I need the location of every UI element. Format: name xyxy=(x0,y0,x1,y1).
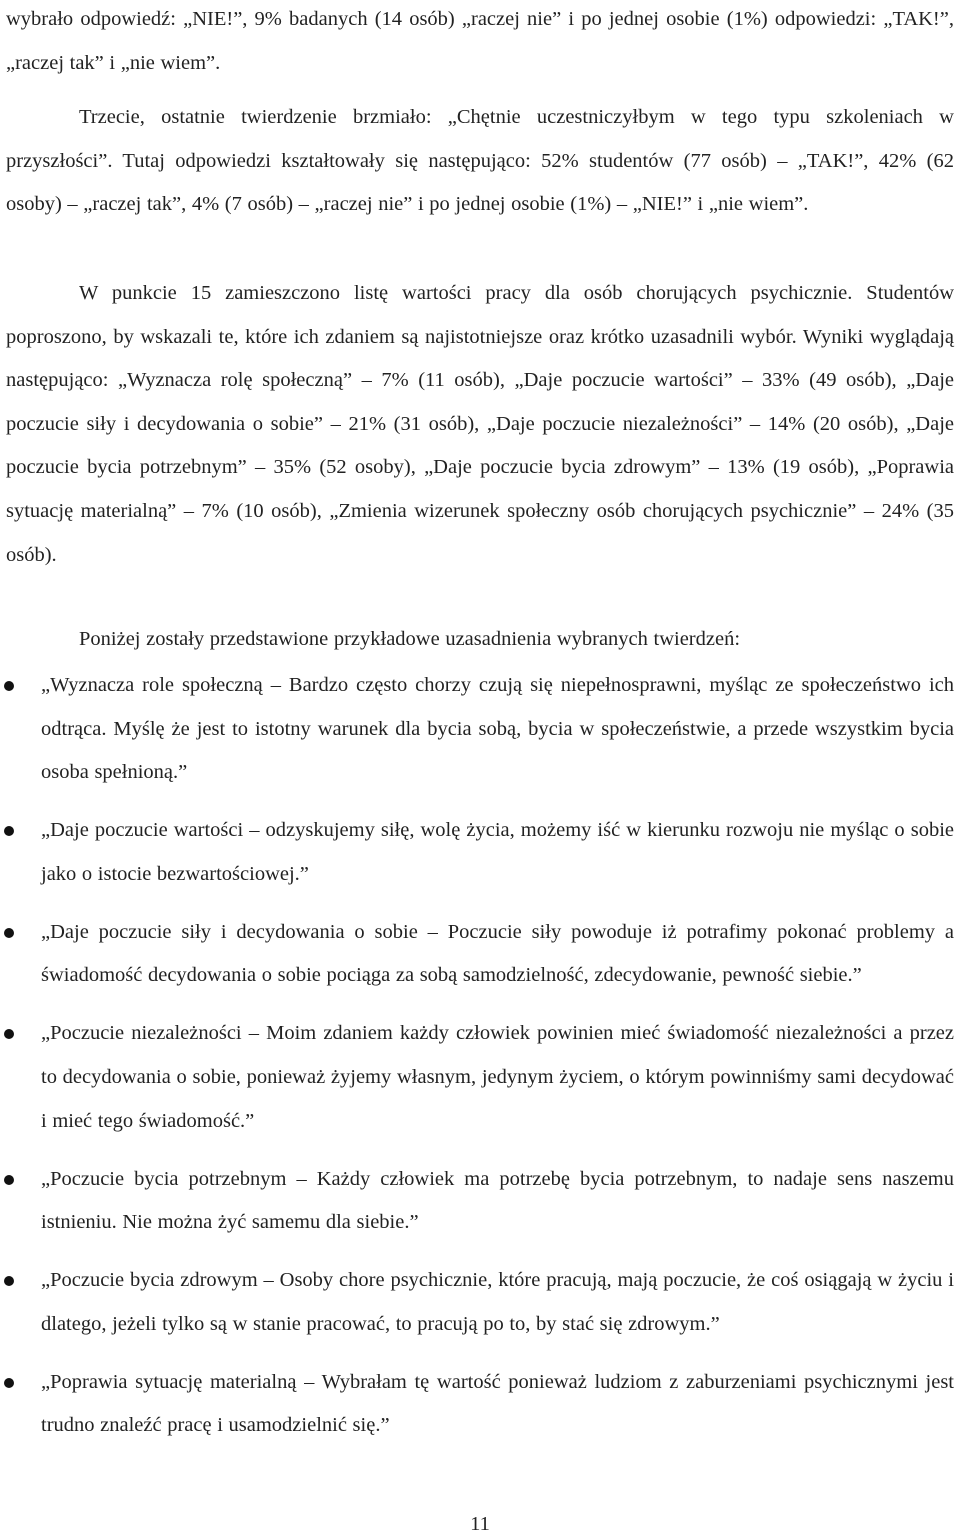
bullet-icon xyxy=(4,1378,14,1388)
bullet-icon xyxy=(4,928,14,938)
justifications-list xyxy=(0,664,960,1462)
list-item xyxy=(0,911,960,998)
list-item xyxy=(0,664,960,795)
list-item-text: „Wyznacza role społeczną – Bardzo często chorzy czują się niepełnosprawni, myśląc ze społeczeństwo ich odtrąca. Myślę że jest to istotny warunek dla bycia sobą, bycia w społeczeństwie, a przede wszystkim bycia osoba spełnioną.” xyxy=(41,674,954,784)
list-item-text: „Daje poczucie siły i decydowania o sobie – Poczucie siły powoduje iż potrafimy pokonać problemy a świadomość decydowania o sobie pociąga za sobą samodzielność, zdecydowanie, pewność siebie.” xyxy=(41,920,954,987)
list-item xyxy=(0,809,960,896)
list-item xyxy=(0,1259,960,1346)
bullet-icon xyxy=(4,826,14,836)
list-item-text: „Poczucie bycia zdrowym – Osoby chore psychicznie, które pracują, mają poczucie, że coś osiągają w życiu i dlatego, jeżeli tylko są w stanie pracować, to pracują po to, by stać się zdrowym.” xyxy=(41,1269,954,1335)
list-item-text: „Poczucie bycia potrzebnym – Każdy człowiek ma potrzebę bycia potrzebnym, to nadaje sens naszemu istnieniu. Nie można żyć samemu dla siebie.” xyxy=(41,1167,954,1234)
list-item xyxy=(0,1361,960,1448)
bullet-icon xyxy=(4,1175,14,1185)
list-item-text: „Poprawia sytuację materialną – Wybrałam tę wartość ponieważ ludziom z zaburzeniami psychicznymi jest trudno znaleźć pracę i usamodzielnić się.” xyxy=(41,1370,954,1437)
list-item xyxy=(0,1158,960,1245)
list-item-text: „Poczucie niezależności – Moim zdaniem każdy człowiek powinien mieć świadomość niezależności a przez to decydowania o sobie, ponieważ żyjemy własnym, jedynym życiem, o którym powinniśmy sami decydować i mieć tego świadomość.” xyxy=(41,1022,954,1132)
list-item xyxy=(0,1012,960,1143)
bullet-icon xyxy=(4,681,14,691)
paragraph-third-statement: Trzecie, ostatnie twierdzenie brzmiało: „Chętnie uczestniczyłbym w tego typu szkoleniach w przyszłości”. Tutaj odpowiedzi kształtowały się następująco: 52% studentów (77 osób) – „TAK!”, 42% (62 osoby) – „raczej tak”, 4% (7 osób) – „raczej nie” i po jednej osobie (1%) – „NIE!” i „nie wiem”. xyxy=(6,106,954,216)
page-number: 11 xyxy=(470,1513,490,1535)
bullet-icon xyxy=(4,1276,14,1286)
list-item-text: „Daje poczucie wartości – odzyskujemy siłę, wolę życia, możemy iść w kierunku rozwoju nie myśląc o sobie jako o istocie bezwartościowej.” xyxy=(41,819,954,885)
bullet-icon xyxy=(4,1029,14,1039)
paragraph-work-values: W punkcie 15 zamieszczono listę wartości pracy dla osób chorujących psychicznie. Studentów poproszono, by wskazali te, które ich zdaniem są najistotniejsze oraz krótko uzasadnili wybór. Wyniki wyglądają następująco: „Wyznacza rolę społeczną” – 7% (11 osób), „Daje poczucie wartości” – 33% (49 osób), „Daje poczucie siły i decydowania o sobie” – 21% (31 osób), „Daje poczucie niezależności” – 14% (20 osób), „Daje poczucie bycia potrzebnym” – 35% (52 osoby), „Daje poczucie bycia zdrowym” – 13% (19 osób), „Poprawia sytuację materialną” – 7% (10 osób), „Zmienia wizerunek społeczny osób chorujących psychicznie” – 24% (35 osób). xyxy=(6,282,954,566)
paragraph-justifications-intro: Poniżej zostały przedstawione przykładowe uzasadnienia wybranych twierdzeń: xyxy=(79,628,741,650)
paragraph-survey-answers-continued: wybrało odpowiedź: „NIE!”, 9% badanych (14 osób) „raczej nie” i po jednej osobie (1%) odpowiedzi: „TAK!”, „raczej tak” i „nie wiem”. xyxy=(6,8,954,74)
